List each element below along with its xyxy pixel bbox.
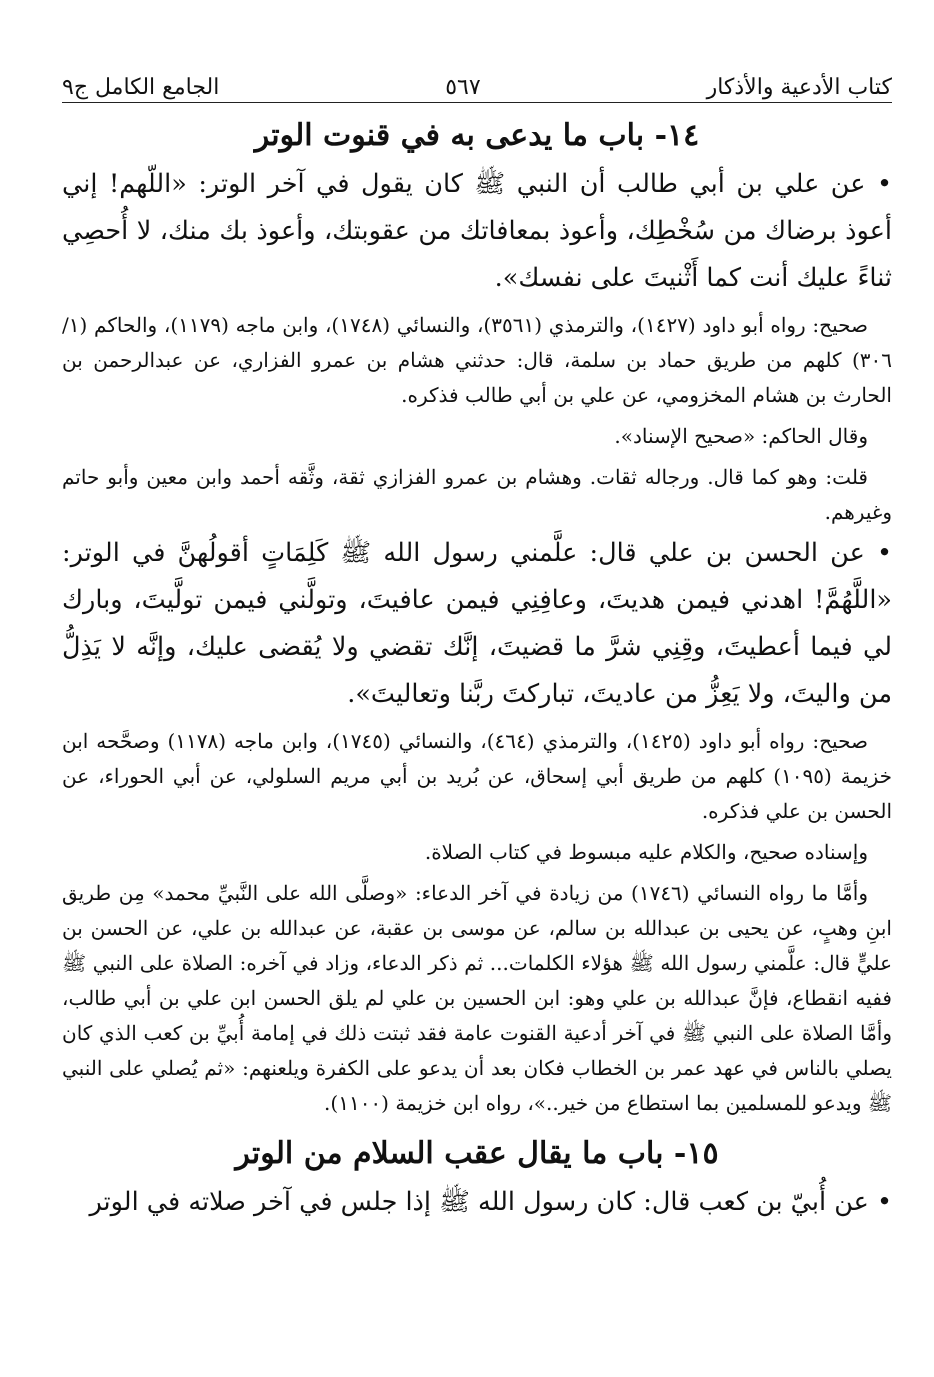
- author-comment-1: قلت: وهو كما قال. ورجاله ثقات. وهشام بن عمرو الفزازي ثقة، وثَّقه أحمد وابن معين وأبو حاتم وغيرهم.: [62, 465, 892, 524]
- book-page: [62, 60, 892, 1360]
- running-header: [62, 60, 892, 103]
- hadith-ali-witr: • عن علي بن أبي طالب أن النبي ﷺ كان يقول في آخر الوتر: «اللّهم! إني أعوذ برضاك من سُخْطِك، وأعوذ بمعافاتك من عقوبتك، وأعوذ بك منك، لا أُحصِي ثناءً عليك أنت كما أَثْنيتَ على نفسك».: [62, 169, 892, 293]
- hakim-note: وقال الحاكم: «صحيح الإسناد».: [614, 424, 868, 448]
- page-number: ٥٦٧: [445, 75, 481, 100]
- hadith-ubayy-witr: • عن أُبيّ بن كعب قال: كان رسول الله ﷺ إذا جلس في آخر صلاته في الوتر: [89, 1187, 892, 1217]
- book-title: كتاب الأدعية والأذكار: [706, 75, 892, 100]
- nasai-addition-note: وأمَّا ما رواه النسائي (١٧٤٦) من زيادة في آخر الدعاء: «وصلَّى الله على النَّبيِّ محمد» مِن طريق ابنِ وهبٍ، عن يحيى بن عبدالله بن سالم، عن موسى بن عقبة، عن عبدالله بن علي، عن الحسن بن عليٍّ قال: علَّمني رسول الله ﷺ هؤلاء الكلمات... ثم ذكر الدعاء، وزاد في آخره: الصلاة على النبي ﷺ ففيه انقطاع، فإنَّ عبدالله بن علي وهو: ابن الحسين بن علي لم يلق الحسن ابن علي بن أبي طالب، وأمَّا الصلاة على النبي ﷺ في آخر أدعية القنوت عامة فقد ثبتت ذلك في إمامة أُبيِّ بن كعب الذي كان يصلي بالناس في عهد عمر بن الخطاب فكان بعد أن يدعو على الكفرة ويلعنهم: «ثم يُصلي على النبي ﷺ ويدعو للمسلمين بما استطاع من خير..»، رواه ابن خزيمة (١١٠٠).: [62, 881, 893, 1115]
- chapter-heading-14: ١٤- باب ما يدعى به في قنوت الوتر: [254, 118, 700, 153]
- isnad-note: وإسناده صحيح، والكلام عليه مبسوط في كتاب الصلاة.: [424, 840, 868, 864]
- takhrij-note-1: صحيح: رواه أبو داود (١٤٢٧)، والترمذي (٣٥٦١)، والنسائي (١٧٤٨)، وابن ماجه (١١٧٩)، والحاكم (١/ ٣٠٦) كلهم من طريق حماد بن سلمة، قال: حدثني هشام بن عمرو الفزاري، عن عبدالرحمن بن الحارث بن هشام المخزومي، عن علي بن أبي طالب فذكره.: [62, 313, 892, 407]
- series-title: الجامع الكامل ج٩: [62, 75, 220, 100]
- takhrij-note-2: صحيح: رواه أبو داود (١٤٢٥)، والترمذي (٤٦٤)، والنسائي (١٧٤٥)، وابن ماجه (١١٧٨) وصحَّحه ابن خزيمة (١٠٩٥) كلهم من طريق أبي إسحاق، عن بُريد بن أبي مريم السلولي، عن أبي الحوراء، عن الحسن بن علي فذكره.: [62, 729, 892, 823]
- chapter-heading-15: ١٥- باب ما يقال عقب السلام من الوتر: [235, 1136, 719, 1171]
- hadith-hasan-qunut: • عن الحسن بن علي قال: علَّمني رسول الله ﷺ كَلِمَاتٍ أقولُهنَّ في الوتر: «اللَّهُمَّ! اهدني فيمن هديتَ، وعافِنِي فيمن عافيتَ، وتولَّني فيمن تولَّيتَ، وبارك لي فيما أعطيتَ، وقِنِي شرَّ ما قضيتَ، إنَّك تقضي ولا يُقضى عليك، وإنَّه لا يَذِلُّ من واليتَ، ولا يَعِزُّ من عاديتَ، تباركتَ ربَّنا وتعاليتَ».: [62, 538, 892, 709]
